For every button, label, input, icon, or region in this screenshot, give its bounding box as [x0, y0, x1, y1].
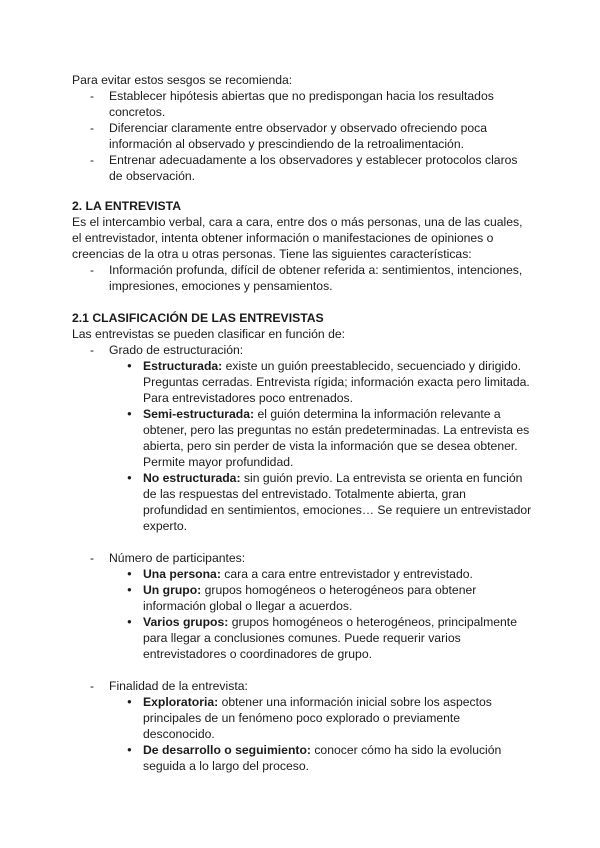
item-label: Semi-estructurada:	[143, 407, 255, 421]
list-item	[72, 470, 532, 534]
spacer	[72, 534, 532, 550]
item-text: obtener una información inicial sobre los aspectos principales de un fenómeno poco explorado o previamente desconocido.	[143, 695, 492, 741]
section-paragraph: Es el intercambio verbal, cara a cara, entre dos o más personas, una de las cuales, el entrevistador, intenta obtener información o manifestaciones de opiniones o creencias de la otra u otras personas. Tiene las siguientes características:	[72, 215, 523, 261]
list-item	[72, 582, 532, 614]
classification-group	[72, 678, 532, 694]
section-heading: 2.1 CLASIFICACIÓN DE LAS ENTREVISTAS	[72, 311, 324, 325]
recommendation-list	[72, 88, 532, 184]
group-title: Finalidad de la entrevista:	[109, 679, 248, 693]
list-item	[72, 742, 532, 774]
list-item: - Establecer hipótesis abiertas que no predispongan hacia los resultados concretos.	[72, 88, 532, 120]
section-heading: 2. LA ENTREVISTA	[72, 199, 182, 213]
list-item	[72, 358, 532, 406]
spacer	[72, 662, 532, 678]
section-entrevista	[72, 198, 532, 294]
list-item	[72, 566, 532, 582]
intro-text: Para evitar estos sesgos se recomienda:	[72, 73, 293, 87]
item-label: No estructurada:	[143, 471, 241, 485]
group-title: Número de participantes:	[109, 551, 246, 565]
item-label: Varios grupos:	[143, 615, 229, 629]
list-item: - Diferenciar claramente entre observador y observado ofreciendo poca información al observado y prescindiendo de la retroalimentación.	[72, 120, 532, 152]
item-label: De desarrollo o seguimiento:	[143, 743, 311, 757]
item-text: conocer cómo ha sido la evolución seguida a lo largo del proceso.	[143, 743, 502, 773]
section-intro: Las entrevistas se pueden clasificar en función de:	[72, 327, 346, 341]
item-text: cara a cara entre entrevistador y entrevistado.	[220, 567, 473, 581]
classification-list	[72, 342, 532, 774]
list-item	[72, 406, 532, 470]
item-text: el guión determina la información relevante a obtener, pero las preguntas no están predeterminadas. La entrevista es abierta, pero sin perder de vista la información que se desea obtener. Permite mayor profundidad.	[143, 407, 530, 469]
item-label: Exploratoria:	[143, 695, 219, 709]
item-text: sin guión previo. La entrevista se orienta en función de las respuestas del entrevistado. Totalmente abierta, gran profundidad en sentimientos, emociones… Se requiere un entrevistador experto.	[143, 471, 532, 533]
list-item	[72, 614, 532, 662]
item-label: Estructurada:	[143, 359, 223, 373]
list-item: - Entrenar adecuadamente a los observadores y establecer protocolos claros de observación.	[72, 152, 532, 184]
section-clasificacion	[72, 310, 532, 774]
list-item: - Información profunda, difícil de obtener referida a: sentimientos, intenciones, impresiones, emociones y pensamientos.	[72, 262, 532, 294]
group-title: Grado de estructuración:	[109, 343, 244, 357]
item-label: Una persona:	[143, 567, 221, 581]
classification-group	[72, 342, 532, 358]
item-text: grupos homogéneos o heterogéneos, principalmente para llegar a conclusiones comunes. Puede requerir varios entrevistadores o coordinadores de grupo.	[143, 615, 517, 661]
item-text: existe un guión preestablecido, secuenciado y dirigido. Preguntas cerradas. Entrevista rígida; información exacta pero limitada. Para entrevistadores poco entrenados.	[143, 359, 530, 405]
item-label: Un grupo:	[143, 583, 202, 597]
item-text: grupos homogéneos o heterogéneos para obtener información global o llegar a acuerdos.	[143, 583, 477, 613]
classification-group	[72, 550, 532, 566]
feature-list	[72, 262, 532, 294]
list-item	[72, 694, 532, 742]
bias-recommendations	[72, 72, 532, 184]
